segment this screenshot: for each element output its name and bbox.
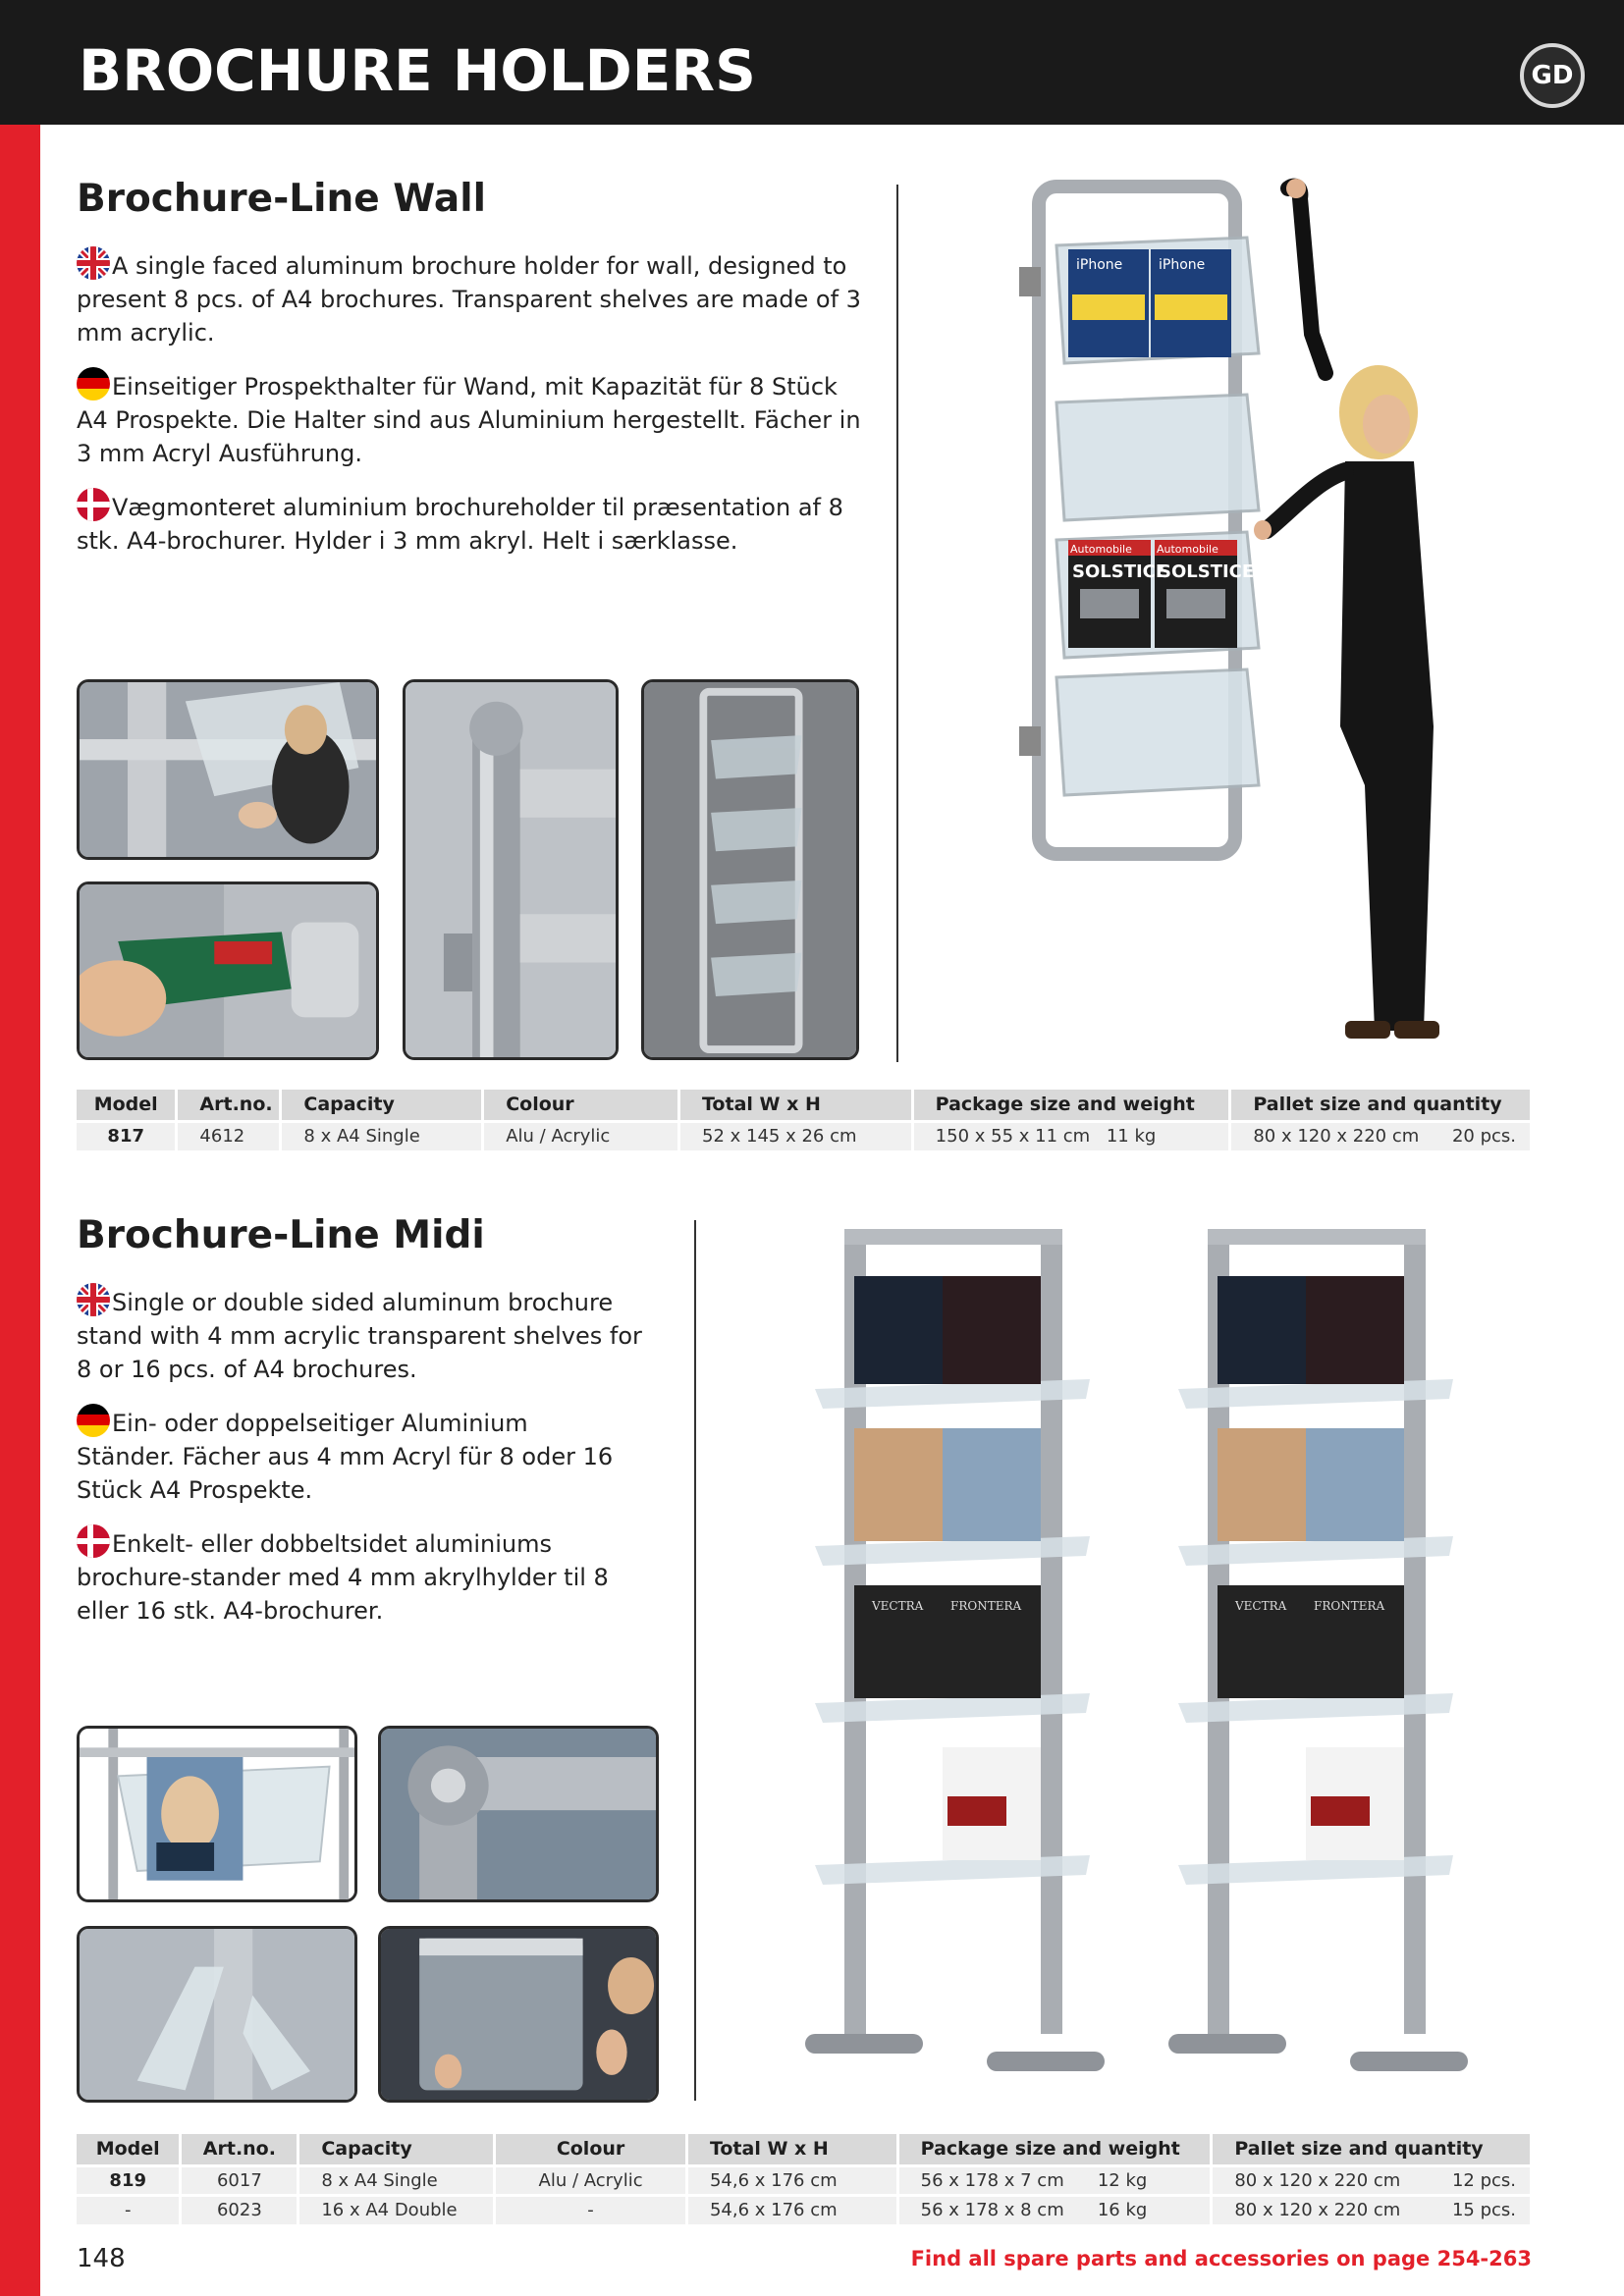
- table-row: [77, 2195, 1532, 2224]
- photo-wall-unit: [641, 679, 859, 1060]
- photo-shelf-detail: [77, 679, 379, 860]
- cell-pallet: 80 x 120 x 220 cm 12 pcs.: [1212, 2165, 1532, 2195]
- column-header: Package size and weight: [897, 2134, 1212, 2165]
- danish-flag-icon: [77, 1524, 110, 1558]
- midi-stand-double: [1168, 1229, 1468, 2071]
- text-en: A single faced aluminum brochure holder for wall, designed to present 8 pcs. of A4 brochures. Transparent shelves are made of 3 mm acrylic.: [77, 252, 861, 347]
- magazine-title-iphone-1: iPhone: [1076, 257, 1123, 273]
- column-header: Total W x H: [686, 2134, 897, 2165]
- column-header: Colour: [483, 1090, 679, 1121]
- cell-package: 150 x 55 x 11 cm 11 kg: [912, 1121, 1230, 1150]
- description-de: [77, 367, 862, 470]
- accent-sidebar: [0, 125, 40, 2296]
- description-da: [77, 1524, 666, 1628]
- spec-table-wall: [77, 1090, 1533, 1150]
- danish-flag-icon: [77, 488, 110, 521]
- product-image-wall-holder: [1001, 177, 1512, 1070]
- cell-total: 52 x 145 x 26 cm: [679, 1121, 913, 1150]
- cell-artno: 4612: [177, 1121, 281, 1150]
- column-header: Model: [77, 1090, 177, 1121]
- description-en: [77, 246, 882, 349]
- magazine-title-iphone-2: iPhone: [1159, 257, 1206, 273]
- brochure-title-vectra-1: VECTRA: [872, 1599, 924, 1613]
- cell-pallet: 80 x 120 x 220 cm 20 pcs.: [1230, 1121, 1532, 1150]
- uk-flag-icon: [77, 1283, 110, 1316]
- cell-artno: 6017: [181, 2165, 298, 2195]
- cell-package: 56 x 178 x 8 cm 16 kg: [897, 2195, 1212, 2224]
- description-en: [77, 1283, 646, 1386]
- magazine-brand-1: Automobile: [1070, 543, 1132, 556]
- magazine-cover-1: SOLSTICE: [1072, 561, 1168, 582]
- brochure-title-vectra-2: VECTRA: [1235, 1599, 1287, 1613]
- column-header: Total W x H: [679, 1090, 913, 1121]
- magazine-brand-2: Automobile: [1157, 543, 1218, 556]
- cell-model: 817: [77, 1121, 177, 1150]
- text-da: Enkelt- eller dobbeltsidet aluminiums brochure-stander med 4 mm akrylhylder til 8 eller 16 stk. A4-brochurer.: [77, 1530, 609, 1625]
- column-header: Capacity: [298, 2134, 495, 2165]
- description-de: [77, 1404, 626, 1507]
- column-header: Model: [77, 2134, 181, 2165]
- section-title-wall: Brochure-Line Wall: [77, 177, 486, 221]
- column-header: Capacity: [281, 1090, 483, 1121]
- column-header: Art.no.: [181, 2134, 298, 2165]
- text-de: Einseitiger Prospekthalter für Wand, mit Kapazität für 8 Stück A4 Prospekte. Die Halter sind aus Aluminium hergestellt. Fächer in 3 mm Acryl Ausführung.: [77, 373, 861, 467]
- table-row: [77, 2165, 1532, 2195]
- cell-package: 56 x 178 x 7 cm 12 kg: [897, 2165, 1212, 2195]
- column-header: Pallet size and quantity: [1212, 2134, 1532, 2165]
- photo-drill-mounting: [77, 881, 379, 1060]
- cell-capacity: 8 x A4 Single: [298, 2165, 495, 2195]
- text-de: Ein- oder doppelseitiger Aluminium Ständer. Fächer aus 4 mm Acryl für 8 oder 16 Stück A4 Prospekte.: [77, 1410, 614, 1504]
- cell-total: 54,6 x 176 cm: [686, 2165, 897, 2195]
- brand-logo: GD: [1520, 43, 1585, 108]
- cell-model: -: [77, 2195, 181, 2224]
- cell-colour: -: [495, 2195, 687, 2224]
- brochure-title-frontera-1: FRONTERA: [950, 1599, 1022, 1613]
- cell-total: 54,6 x 176 cm: [686, 2195, 897, 2224]
- divider-line: [896, 185, 898, 1062]
- cell-capacity: 16 x A4 Double: [298, 2195, 495, 2224]
- column-header: Colour: [495, 2134, 687, 2165]
- table-header-row: [77, 2134, 1532, 2165]
- text-da: Vægmonteret aluminium brochureholder til præsentation af 8 stk. A4-brochurer. Hylder i 3 mm akryl. Helt i særklasse.: [77, 494, 843, 555]
- photo-acrylic-foot: [77, 1926, 357, 2103]
- description-da: [77, 488, 882, 558]
- cell-capacity: 8 x A4 Single: [281, 1121, 483, 1150]
- column-header: Art.no.: [177, 1090, 281, 1121]
- divider-line: [694, 1220, 696, 2101]
- page-number: 148: [77, 2244, 126, 2273]
- table-header-row: [77, 1090, 1532, 1121]
- section-title-midi: Brochure-Line Midi: [77, 1213, 485, 1257]
- page-header: [0, 0, 1624, 125]
- cell-colour: Alu / Acrylic: [495, 2165, 687, 2195]
- column-header: Pallet size and quantity: [1230, 1090, 1532, 1121]
- cell-model: 819: [77, 2165, 181, 2195]
- page-title: BROCHURE HOLDERS: [79, 37, 756, 104]
- photo-corner-joint: [378, 1726, 659, 1902]
- cell-pallet: 80 x 120 x 220 cm 15 pcs.: [1212, 2195, 1532, 2224]
- midi-stand-single: [805, 1229, 1105, 2071]
- photo-shelf-handling: [378, 1926, 659, 2103]
- cell-artno: 6023: [181, 2195, 298, 2224]
- cell-colour: Alu / Acrylic: [483, 1121, 679, 1150]
- text-en: Single or double sided aluminum brochure stand with 4 mm acrylic transparent shelves for 8 or 16 pcs. of A4 brochures.: [77, 1289, 642, 1383]
- table-row: [77, 1121, 1532, 1150]
- german-flag-icon: [77, 367, 110, 400]
- spec-table-midi: [77, 2134, 1533, 2224]
- footer-spare-parts-note: Find all spare parts and accessories on page 254-263: [910, 2247, 1532, 2270]
- german-flag-icon: [77, 1404, 110, 1437]
- photo-rail-corner: [403, 679, 619, 1060]
- magazine-cover-2: SOLSTICE: [1159, 561, 1255, 582]
- column-header: Package size and weight: [912, 1090, 1230, 1121]
- uk-flag-icon: [77, 246, 110, 280]
- brochure-title-frontera-2: FRONTERA: [1314, 1599, 1385, 1613]
- product-image-midi-stands: [795, 1217, 1483, 2101]
- photo-brochure-shelf: [77, 1726, 357, 1902]
